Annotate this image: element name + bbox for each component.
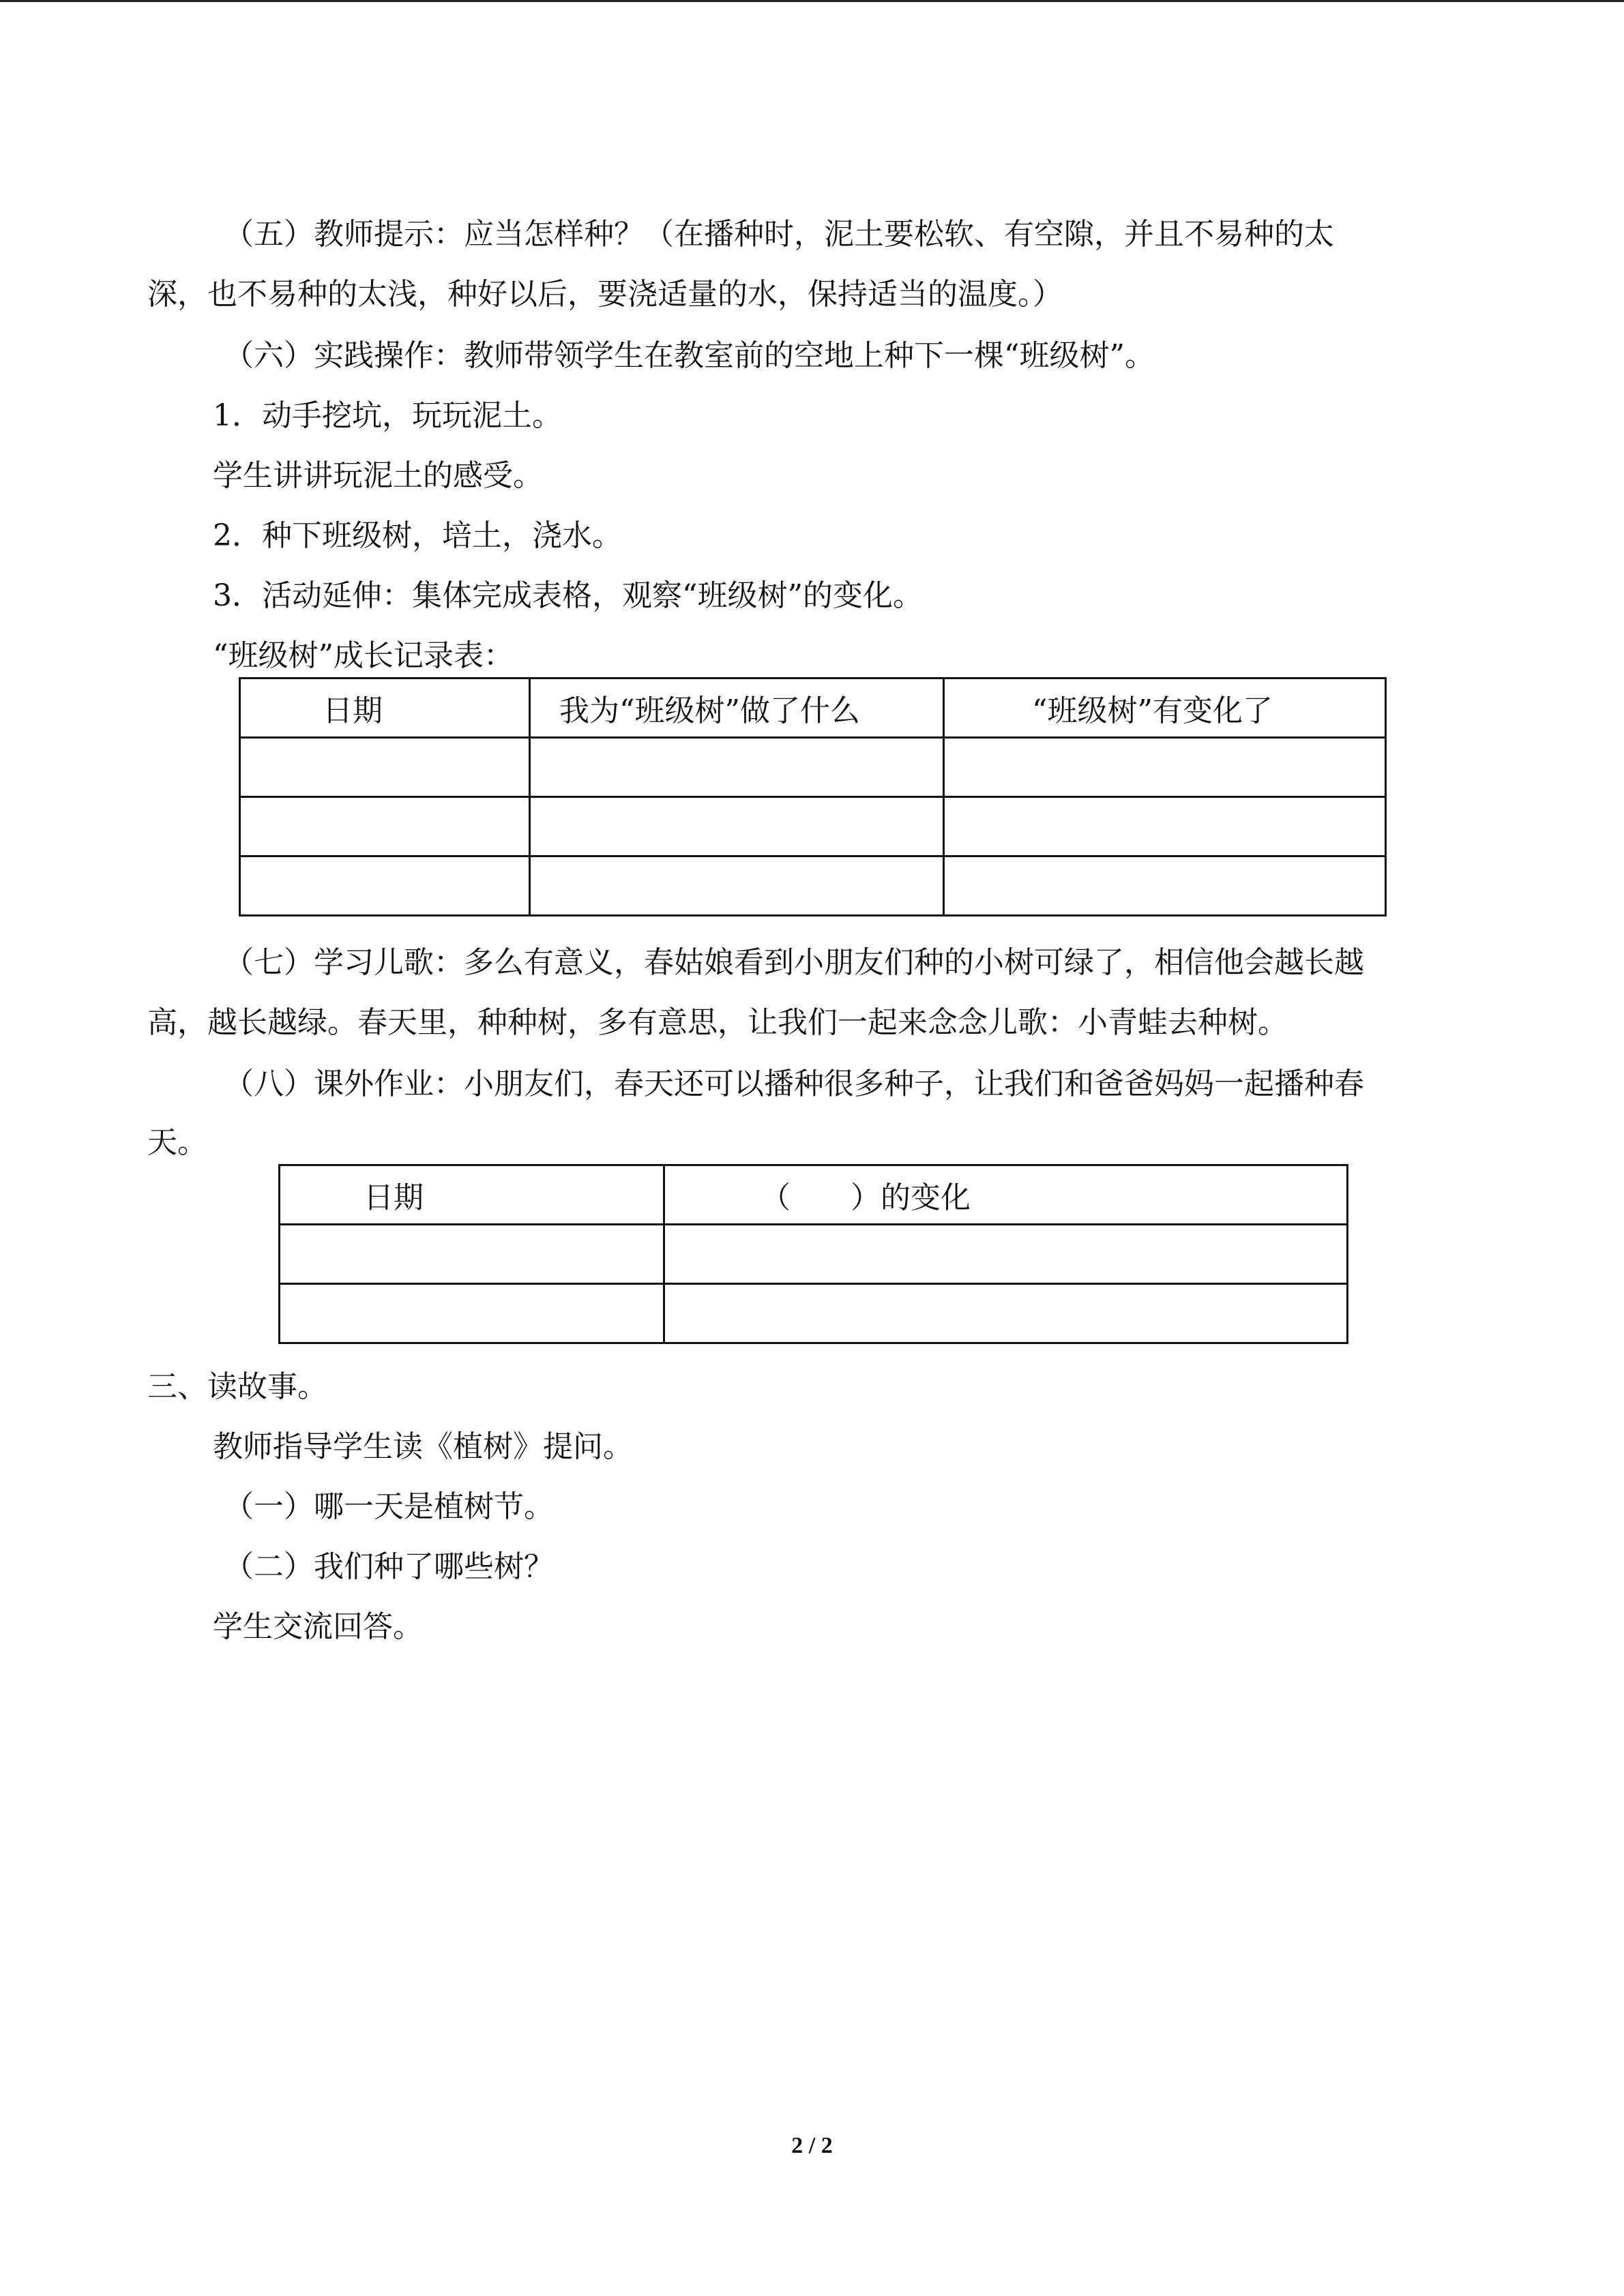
table-row <box>240 738 1386 797</box>
table-cell[interactable] <box>280 1225 664 1284</box>
student-answer-note: 学生交流回答。 <box>213 1609 423 1644</box>
table-cell[interactable] <box>944 856 1386 916</box>
column-header-date: 日期 <box>364 1180 424 1215</box>
table-row <box>240 856 1386 916</box>
table-cell[interactable] <box>530 856 944 916</box>
story-intro: 教师指导学生读《植树》提问。 <box>213 1429 633 1464</box>
table-cell[interactable] <box>530 738 944 797</box>
table-cell[interactable] <box>240 797 530 856</box>
paragraph-8-line-1: （八）课外作业：小朋友们，春天还可以播种很多种子，让我们和爸爸妈妈一起播种春 <box>224 1067 1364 1101</box>
class-tree-growth-table <box>239 677 1387 916</box>
paragraph-7-line-1: （七）学习儿歌：多么有意义，春姑娘看到小朋友们种的小树可绿了，相信他会越长越 <box>224 945 1364 980</box>
column-header-changes-of: （ ）的变化 <box>761 1180 971 1215</box>
table-row <box>280 1284 1348 1343</box>
table-header-row <box>240 679 1386 738</box>
paragraph-5-line-1: （五）教师提示：应当怎样种？（在播种时，泥土要松软、有空隙，并且不易种的太 <box>224 217 1334 252</box>
step-1: 1．动手挖坑，玩玩泥土。 <box>213 398 562 433</box>
section-3-title: 三、读故事。 <box>147 1369 327 1404</box>
question-2: （二）我们种了哪些树？ <box>224 1549 554 1584</box>
step-3: 3．活动延伸：集体完成表格，观察“班级树”的变化。 <box>213 578 923 613</box>
table-cell[interactable] <box>240 738 530 797</box>
table-cell[interactable] <box>240 856 530 916</box>
paragraph-7-line-2: 高，越长越绿。春天里，种种树，多有意思，让我们一起来念念儿歌：小青蛙去种树。 <box>147 1005 1288 1040</box>
page-number: 2 / 2 <box>791 2133 833 2158</box>
paragraph-6: （六）实践操作：教师带领学生在教室前的空地上种下一棵“班级树”。 <box>224 338 1155 373</box>
homework-observation-table <box>278 1164 1348 1344</box>
table-header-row <box>280 1165 1348 1225</box>
column-header-what-i-did: 我为“班级树”做了什么 <box>559 694 860 728</box>
table-row <box>280 1225 1348 1284</box>
table-cell[interactable] <box>664 1225 1348 1284</box>
column-header-date: 日期 <box>323 694 383 728</box>
table-cell[interactable] <box>944 738 1386 797</box>
table-cell[interactable] <box>944 797 1386 856</box>
table-1-caption: “班级树”成长记录表： <box>213 638 514 673</box>
page-top-border <box>0 0 1624 2</box>
column-header-changes: “班级树”有变化了 <box>1032 694 1273 728</box>
step-1-note: 学生讲讲玩泥土的感受。 <box>213 458 543 493</box>
step-2: 2．种下班级树，培土，浇水。 <box>213 518 622 553</box>
table-cell[interactable] <box>530 797 944 856</box>
paragraph-5-line-2: 深，也不易种的太浅，种好以后，要浇适量的水，保持适当的温度。） <box>147 277 1063 312</box>
table-cell[interactable] <box>664 1284 1348 1343</box>
table-row <box>240 797 1386 856</box>
paragraph-8-line-2: 天。 <box>147 1125 207 1160</box>
question-1: （一）哪一天是植树节。 <box>224 1489 554 1524</box>
table-cell[interactable] <box>280 1284 664 1343</box>
